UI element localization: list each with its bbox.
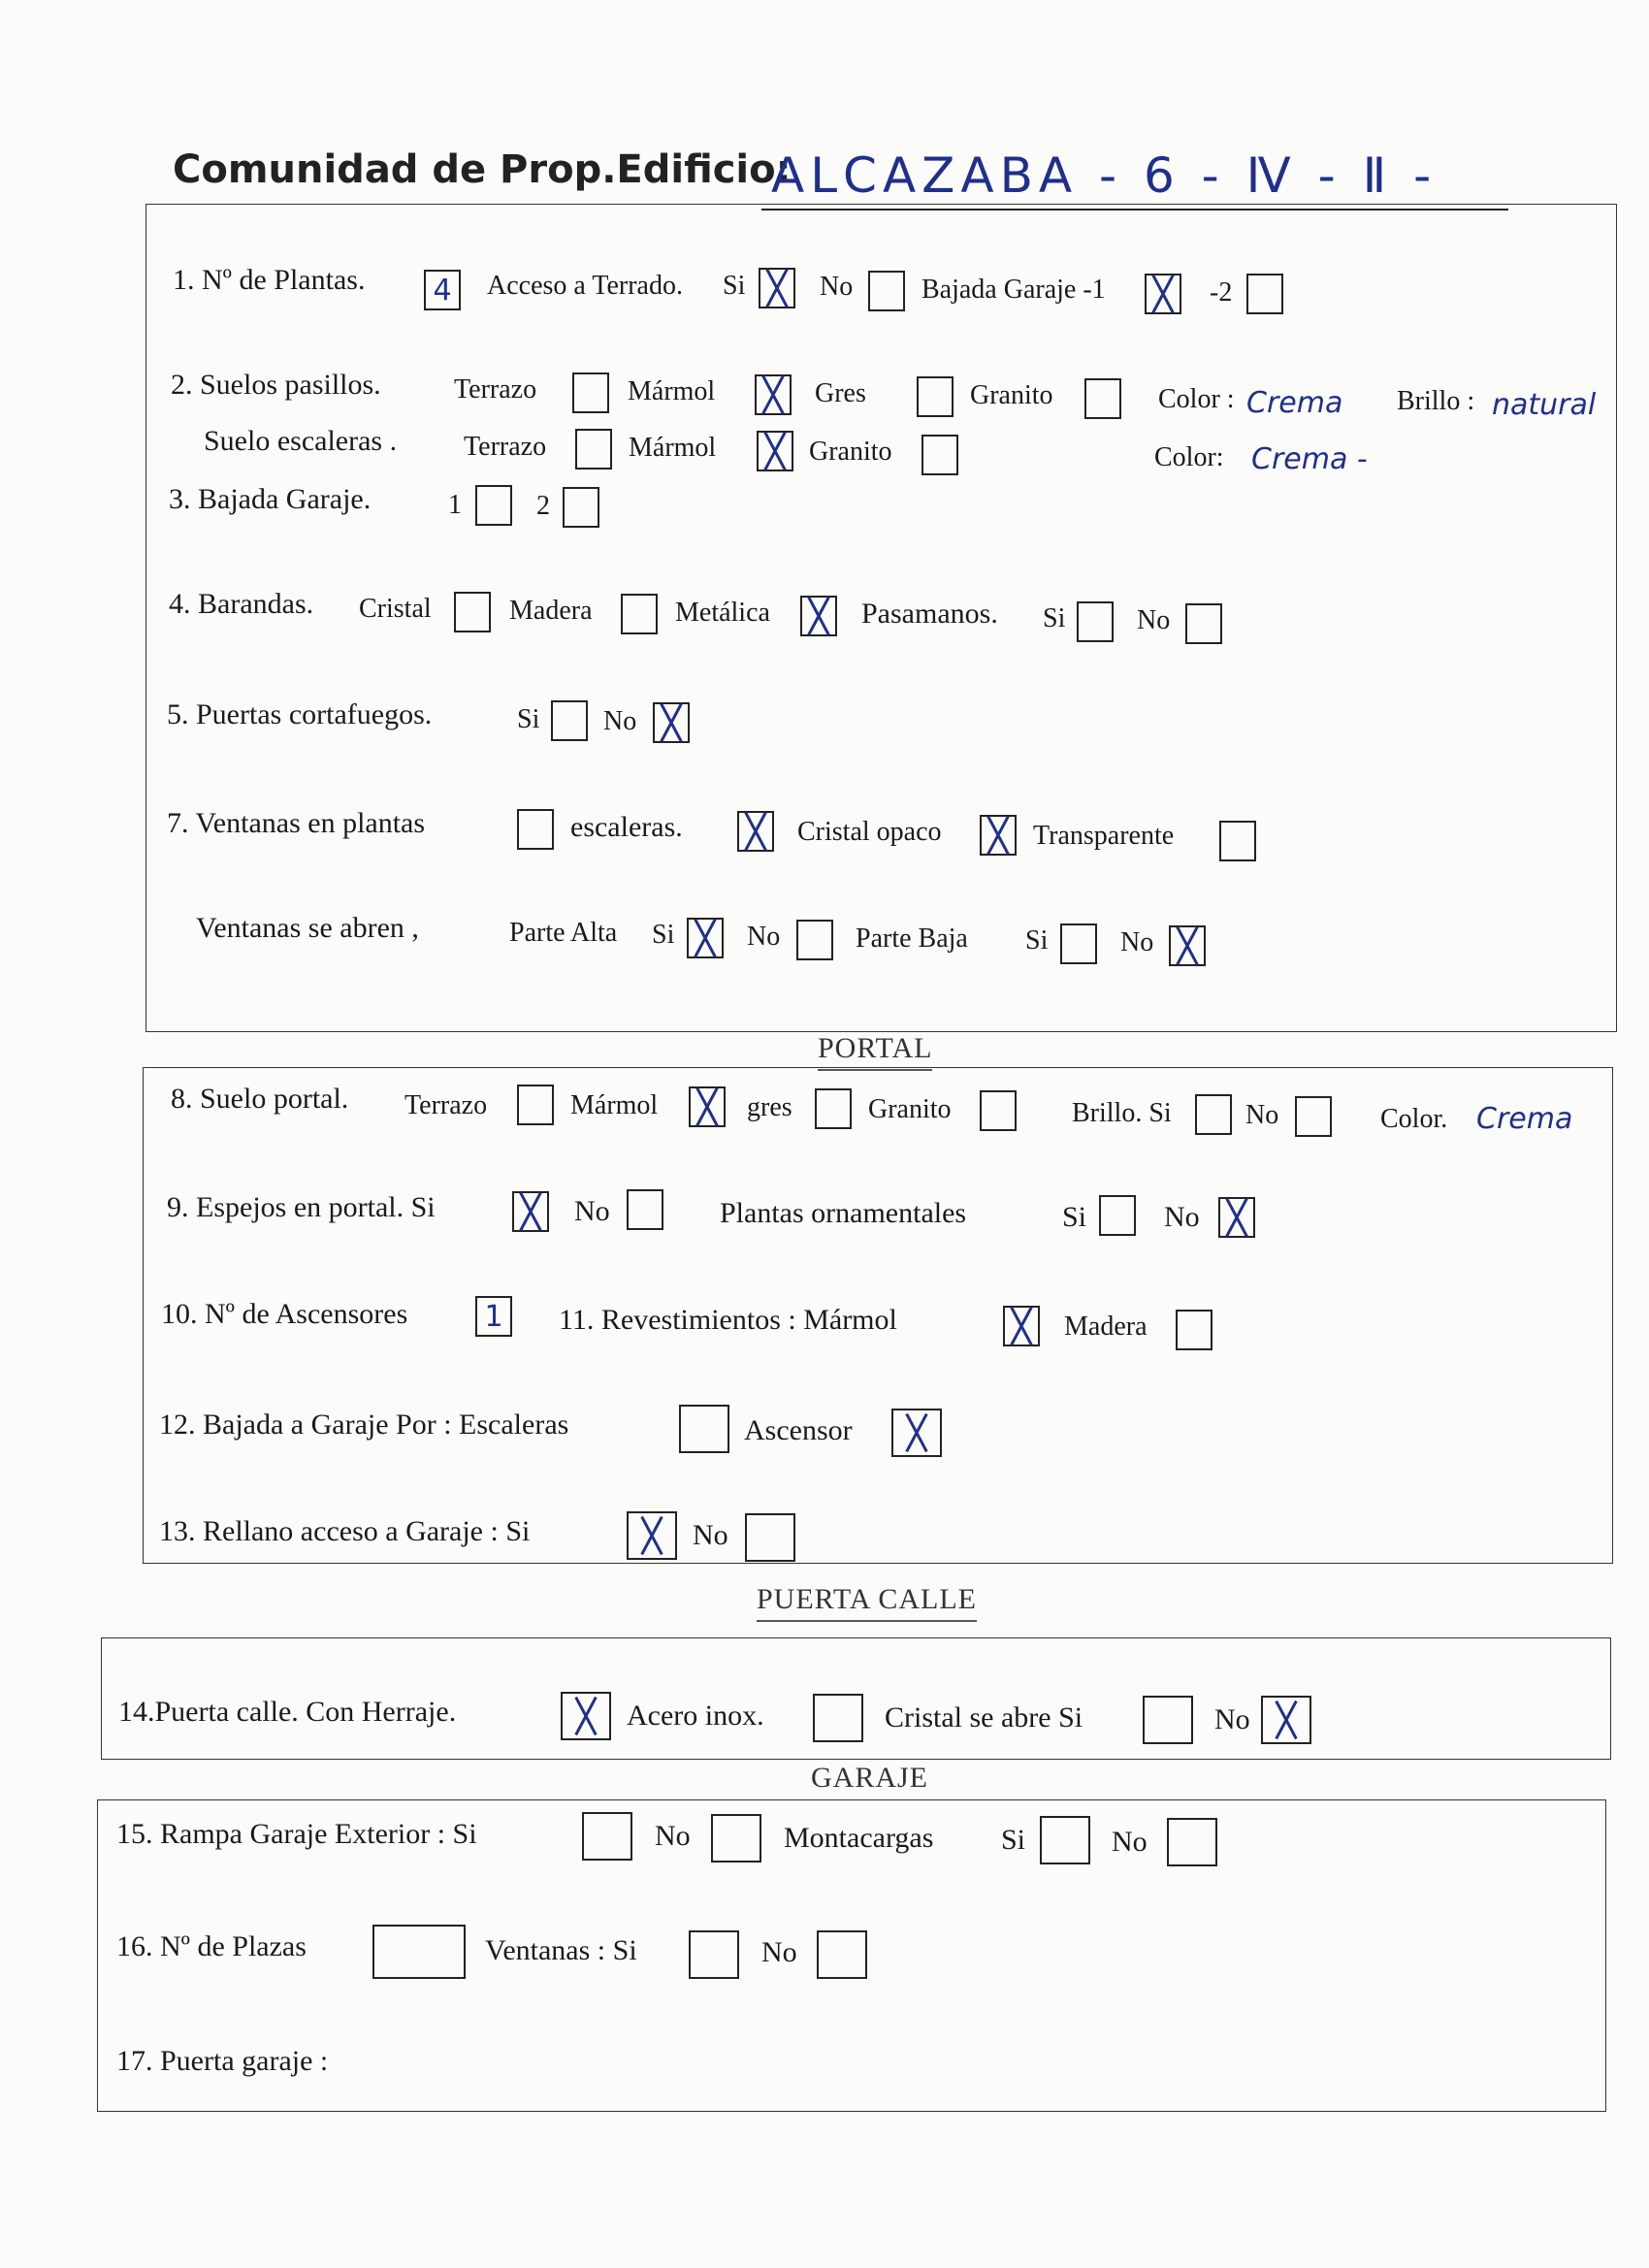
q1-terrado-no-checkbox[interactable]: [868, 271, 905, 311]
q15-label: 15. Rampa Garaje Exterior : Si: [116, 1818, 477, 1850]
q3-1-checkbox[interactable]: [475, 485, 512, 526]
q11-madera-checkbox[interactable]: [1176, 1310, 1212, 1350]
q16-no-label: No: [761, 1936, 797, 1968]
q1-si-label: Si: [723, 271, 746, 301]
q9-no2-label: No: [1164, 1201, 1200, 1233]
q7-transp-label: Transparente: [1033, 821, 1175, 851]
q7-opaco-label: Cristal opaco: [797, 817, 942, 847]
q2-esc-marmol-checkbox[interactable]: [757, 431, 793, 471]
q13-no-label: No: [693, 1519, 728, 1551]
q2-brillo-label: Brillo :: [1397, 386, 1475, 416]
q2-gres-label: Gres: [815, 378, 866, 408]
form-title: Comunidad de Prop.Edificio:: [173, 147, 792, 192]
q10-label: 10. Nº de Ascensores: [161, 1298, 408, 1330]
q2-granito-label: Granito: [970, 380, 1053, 410]
q8-marmol-label: Mármol: [570, 1090, 659, 1120]
q8-granito-checkbox[interactable]: [980, 1090, 1017, 1131]
q14-cristal-no-checkbox[interactable]: [1261, 1696, 1311, 1744]
q8-gres-label: gres: [747, 1092, 792, 1122]
q15-montacargas-no-checkbox[interactable]: [1167, 1818, 1217, 1866]
q3-2-checkbox[interactable]: [563, 487, 599, 528]
q16-ventanas-si-checkbox[interactable]: [689, 1930, 739, 1979]
q7-opaco-checkbox[interactable]: [980, 815, 1017, 856]
q9-si-label: Si: [1062, 1201, 1087, 1233]
q12-escaleras-checkbox[interactable]: [679, 1405, 729, 1453]
q1-m2-label: -2: [1210, 277, 1233, 308]
q9-espejos-si-checkbox[interactable]: [512, 1191, 549, 1232]
q2-escaleras-label: Suelo escaleras .: [204, 425, 398, 457]
q1-plantas-field[interactable]: 4: [424, 270, 461, 310]
q2-marmol-label: Mármol: [628, 376, 716, 406]
q7-baja-label: Parte Baja: [856, 923, 968, 954]
q7-escaleras-label: escaleras.: [570, 811, 683, 843]
q3-1-label: 1: [448, 490, 462, 520]
q4-madera-checkbox[interactable]: [621, 594, 658, 634]
q7-baja-si-label: Si: [1025, 925, 1049, 956]
q2-esc-terrazo-label: Terrazo: [464, 432, 547, 462]
q15-montacargas-si-checkbox[interactable]: [1040, 1816, 1090, 1864]
q7-baja-no-checkbox[interactable]: [1169, 925, 1206, 966]
q4-madera-label: Madera: [509, 596, 593, 626]
q16-ventanas-no-checkbox[interactable]: [817, 1930, 867, 1979]
q3-label: 3. Bajada Garaje.: [169, 483, 372, 515]
q15-no-label: No: [655, 1820, 691, 1852]
q9-plantas-label: Plantas ornamentales: [720, 1197, 967, 1229]
q4-si-label: Si: [1043, 603, 1066, 633]
q7-transp-checkbox[interactable]: [1219, 821, 1256, 861]
q1-garaje-label: Bajada Garaje -1: [922, 275, 1106, 305]
q8-marmol-checkbox[interactable]: [689, 1086, 726, 1127]
q1-no-label: No: [820, 272, 854, 302]
q2-esc-terrazo-checkbox[interactable]: [575, 429, 612, 470]
q8-granito-label: Granito: [868, 1094, 952, 1124]
q3-2-label: 2: [536, 491, 550, 521]
q2-brillo-value: natural: [1492, 388, 1597, 422]
q14-cristal-label: Cristal se abre Si: [885, 1701, 1083, 1733]
q5-no-checkbox[interactable]: [653, 702, 690, 743]
q15-montacargas-label: Montacargas: [784, 1822, 934, 1854]
q14-cristal-si-checkbox[interactable]: [1143, 1696, 1193, 1744]
q16-plazas-field[interactable]: [372, 1925, 466, 1979]
q9-label: 9. Espejos en portal. Si: [167, 1191, 436, 1223]
q14-herraje-checkbox[interactable]: [561, 1692, 611, 1740]
q9-espejos-no-checkbox[interactable]: [627, 1189, 663, 1230]
q14-no-label: No: [1214, 1703, 1250, 1735]
q15-rampa-si-checkbox[interactable]: [582, 1812, 632, 1861]
q5-si-checkbox[interactable]: [551, 700, 588, 741]
q1-terrado-si-checkbox[interactable]: [759, 268, 795, 308]
q5-si-label: Si: [517, 704, 540, 734]
q7-alta-label: Parte Alta: [509, 918, 618, 948]
q13-no-checkbox[interactable]: [745, 1513, 795, 1562]
q5-label: 5. Puertas cortafuegos.: [167, 698, 433, 730]
q8-brillo-si-checkbox[interactable]: [1195, 1094, 1232, 1135]
q16-ventanas-label: Ventanas : Si: [485, 1934, 637, 1966]
puerta-calle-heading: PUERTA CALLE: [757, 1583, 977, 1616]
q7-escaleras-checkbox[interactable]: [737, 811, 774, 852]
q1-terrado-label: Acceso a Terrado.: [487, 271, 683, 301]
q8-no-label: No: [1245, 1100, 1279, 1130]
q7-alta-no-checkbox[interactable]: [796, 920, 833, 960]
q16-label: 16. Nº de Plazas: [116, 1930, 307, 1962]
q15-rampa-no-checkbox[interactable]: [711, 1814, 761, 1863]
q1-garaje-2-checkbox[interactable]: [1246, 274, 1283, 314]
q10-ascensores-field[interactable]: 1: [475, 1296, 512, 1337]
q8-color-value: Crema: [1476, 1102, 1573, 1136]
q2-terrazo-checkbox[interactable]: [572, 373, 609, 413]
q7-plantas-checkbox[interactable]: [517, 809, 554, 850]
q1-label: 1. Nº de Plantas.: [173, 264, 366, 296]
q17-label: 17. Puerta garaje :: [116, 2045, 329, 2077]
q7-label: 7. Ventanas en plantas: [167, 807, 426, 839]
q12-ascensor-label: Ascensor: [744, 1414, 853, 1446]
q7-alta-si-checkbox[interactable]: [687, 918, 724, 958]
q4-metalica-checkbox[interactable]: [800, 596, 837, 636]
q7-alta-si-label: Si: [652, 920, 675, 950]
q4-metalica-label: Metálica: [675, 598, 770, 628]
q15-no2-label: No: [1112, 1826, 1148, 1858]
q2-terrazo-label: Terrazo: [454, 374, 537, 405]
q2-gres-checkbox[interactable]: [917, 376, 954, 417]
q8-label: 8. Suelo portal.: [171, 1083, 349, 1115]
q9-no-label: No: [574, 1195, 610, 1227]
q14-acero-checkbox[interactable]: [813, 1694, 863, 1742]
q9-plantas-no-checkbox[interactable]: [1218, 1197, 1255, 1238]
q8-brillo-no-checkbox[interactable]: [1295, 1096, 1332, 1137]
q7-baja-no-label: No: [1120, 927, 1154, 957]
q13-label: 13. Rellano acceso a Garaje : Si: [159, 1515, 531, 1547]
garaje-heading: GARAJE: [811, 1762, 929, 1794]
q2-marmol-checkbox[interactable]: [755, 374, 792, 415]
q4-label: 4. Barandas.: [169, 588, 314, 620]
q14-acero-label: Acero inox.: [627, 1700, 764, 1732]
q5-no-label: No: [603, 706, 637, 736]
q2-esc-granito-checkbox[interactable]: [922, 435, 958, 475]
q11-marmol-checkbox[interactable]: [1003, 1306, 1040, 1346]
q8-terrazo-checkbox[interactable]: [517, 1085, 554, 1125]
q8-gres-checkbox[interactable]: [815, 1088, 852, 1129]
q1-garaje-1-checkbox[interactable]: [1145, 274, 1181, 314]
q8-brillo-label: Brillo. Si: [1072, 1098, 1172, 1128]
q4-cristal-checkbox[interactable]: [454, 592, 491, 632]
q11-madera-label: Madera: [1064, 1312, 1148, 1342]
q2-esc-marmol-label: Mármol: [629, 433, 717, 463]
building-name: ALCAZABA - 6 - Ⅳ - Ⅱ -: [771, 147, 1438, 204]
q2-esc-color-value: Crema -: [1251, 442, 1368, 476]
q2-esc-granito-label: Granito: [809, 437, 892, 467]
q7-alta-no-label: No: [747, 922, 781, 952]
q4-cristal-label: Cristal: [359, 594, 432, 624]
q14-label: 14.Puerta calle. Con Herraje.: [118, 1696, 457, 1728]
q4-no-label: No: [1137, 605, 1171, 635]
q2-label: 2. Suelos pasillos.: [171, 369, 381, 401]
q7-baja-si-checkbox[interactable]: [1060, 923, 1097, 964]
q7-abren-label: Ventanas se abren ,: [196, 912, 419, 944]
q2-esc-color-label: Color:: [1154, 442, 1224, 472]
q8-terrazo-label: Terrazo: [404, 1090, 488, 1120]
q11-label: 11. Revestimientos : Mármol: [559, 1304, 897, 1336]
q13-si-checkbox[interactable]: [627, 1511, 677, 1560]
q4-pasamanos-label: Pasamanos.: [861, 598, 998, 630]
portal-heading: PORTAL: [818, 1032, 932, 1065]
q4-pasamanos-no-checkbox[interactable]: [1185, 603, 1222, 644]
q12-ascensor-checkbox[interactable]: [891, 1409, 942, 1457]
q15-si-label: Si: [1001, 1824, 1026, 1856]
q2-color-label: Color :: [1158, 384, 1235, 414]
q2-color-value: Crema: [1246, 386, 1343, 420]
q9-plantas-si-checkbox[interactable]: [1099, 1195, 1136, 1236]
q12-label: 12. Bajada a Garaje Por : Escaleras: [159, 1409, 569, 1441]
q8-color-label: Color.: [1380, 1104, 1448, 1134]
q4-pasamanos-si-checkbox[interactable]: [1077, 601, 1114, 642]
q2-granito-checkbox[interactable]: [1084, 378, 1121, 419]
